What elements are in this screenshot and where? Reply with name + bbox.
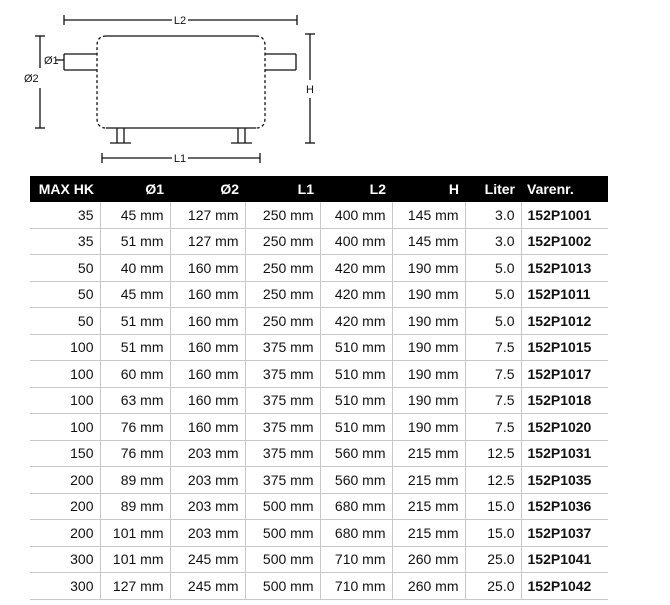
cell-d1: 40 mm [100,255,170,282]
header-d2: Ø2 [170,176,245,202]
cell-d2: 160 mm [170,255,245,282]
cell-d2: 203 mm [170,493,245,520]
cell-l1: 375 mm [245,387,320,414]
cell-l1: 500 mm [245,546,320,573]
cell-max-hk: 100 [30,361,100,388]
cell-d2: 203 mm [170,467,245,494]
cell-d2: 203 mm [170,440,245,467]
cell-d2: 160 mm [170,414,245,441]
header-h: H [392,176,465,202]
label-h: H [306,84,314,96]
table-row [30,493,608,520]
cell-max-hk: 200 [30,520,100,547]
cell-max-hk: 50 [30,281,100,308]
cell-liter: 3.0 [465,202,521,228]
cell-liter: 5.0 [465,255,521,282]
cell-l1: 375 mm [245,440,320,467]
header-d1: Ø1 [100,176,170,202]
cell-l2: 510 mm [320,361,392,388]
cell-h: 215 mm [392,520,465,547]
cell-h: 190 mm [392,281,465,308]
cell-varenr: 152P1015 [521,334,608,361]
cell-d1: 51 mm [100,308,170,335]
cell-varenr: 152P1001 [521,202,608,228]
table-row [30,414,608,441]
cell-varenr: 152P1042 [521,573,608,600]
table-row [30,308,608,335]
cell-max-hk: 50 [30,255,100,282]
label-l1: L1 [173,153,187,165]
cell-h: 145 mm [392,228,465,255]
cell-d1: 63 mm [100,387,170,414]
cell-d1: 101 mm [100,520,170,547]
header-liter: Liter [465,176,521,202]
cell-l2: 680 mm [320,493,392,520]
cell-max-hk: 100 [30,334,100,361]
cell-varenr: 152P1031 [521,440,608,467]
header-varenr: Varenr. [521,176,608,202]
cell-max-hk: 150 [30,440,100,467]
cell-d2: 245 mm [170,546,245,573]
cell-d1: 76 mm [100,414,170,441]
cell-varenr: 152P1002 [521,228,608,255]
cell-max-hk: 100 [30,414,100,441]
cell-max-hk: 200 [30,493,100,520]
cell-l1: 250 mm [245,281,320,308]
cell-l1: 500 mm [245,520,320,547]
label-d1: Ø1 [44,55,59,67]
cell-d1: 51 mm [100,228,170,255]
cell-d2: 160 mm [170,281,245,308]
cell-h: 260 mm [392,573,465,600]
cell-liter: 15.0 [465,520,521,547]
table-row [30,546,608,573]
cell-l1: 500 mm [245,493,320,520]
cell-l1: 250 mm [245,255,320,282]
cell-l2: 560 mm [320,467,392,494]
spec-table [30,176,608,600]
header-l1: L1 [245,176,320,202]
table-row [30,440,608,467]
cell-d2: 160 mm [170,361,245,388]
table-row [30,361,608,388]
cell-liter: 15.0 [465,493,521,520]
cell-liter: 7.5 [465,387,521,414]
cell-h: 190 mm [392,334,465,361]
cell-varenr: 152P1041 [521,546,608,573]
cell-max-hk: 300 [30,573,100,600]
header-l2: L2 [320,176,392,202]
cell-l2: 420 mm [320,255,392,282]
cell-l2: 510 mm [320,414,392,441]
cell-d1: 51 mm [100,334,170,361]
cell-h: 215 mm [392,467,465,494]
cell-l2: 560 mm [320,440,392,467]
cell-varenr: 152P1013 [521,255,608,282]
cell-h: 215 mm [392,493,465,520]
cell-l2: 680 mm [320,520,392,547]
cell-l2: 510 mm [320,334,392,361]
cell-d1: 89 mm [100,493,170,520]
cell-d1: 76 mm [100,440,170,467]
cell-max-hk: 100 [30,387,100,414]
cell-h: 215 mm [392,440,465,467]
cell-d1: 45 mm [100,202,170,228]
cell-liter: 7.5 [465,361,521,388]
cell-d2: 203 mm [170,520,245,547]
table-header-row [30,176,608,202]
cell-liter: 7.5 [465,334,521,361]
cell-h: 190 mm [392,361,465,388]
cell-max-hk: 35 [30,228,100,255]
table-row [30,228,608,255]
cell-max-hk: 35 [30,202,100,228]
cell-h: 190 mm [392,414,465,441]
cell-l2: 420 mm [320,281,392,308]
cell-max-hk: 50 [30,308,100,335]
cell-l1: 250 mm [245,308,320,335]
cell-h: 260 mm [392,546,465,573]
cell-d2: 160 mm [170,334,245,361]
cell-d2: 245 mm [170,573,245,600]
cell-varenr: 152P1020 [521,414,608,441]
cell-liter: 3.0 [465,228,521,255]
table-row [30,334,608,361]
muffler-dimension-diagram [0,0,340,170]
cell-max-hk: 300 [30,546,100,573]
cell-varenr: 152P1035 [521,467,608,494]
cell-l1: 250 mm [245,228,320,255]
cell-l1: 500 mm [245,573,320,600]
cell-d1: 127 mm [100,573,170,600]
table-row [30,202,608,228]
table-row [30,573,608,600]
table-body [30,202,608,599]
cell-d1: 60 mm [100,361,170,388]
cell-d1: 89 mm [100,467,170,494]
cell-d1: 101 mm [100,546,170,573]
cell-liter: 7.5 [465,414,521,441]
cell-l2: 510 mm [320,387,392,414]
table-row [30,467,608,494]
label-d2: Ø2 [24,73,39,85]
cell-varenr: 152P1017 [521,361,608,388]
table-row [30,281,608,308]
header-max-hk: MAX HK [30,176,100,202]
cell-liter: 25.0 [465,546,521,573]
cell-l1: 250 mm [245,202,320,228]
cell-l1: 375 mm [245,414,320,441]
cell-varenr: 152P1012 [521,308,608,335]
label-l2: L2 [173,15,187,27]
cell-l2: 710 mm [320,546,392,573]
cell-l2: 710 mm [320,573,392,600]
cell-varenr: 152P1011 [521,281,608,308]
cell-h: 190 mm [392,255,465,282]
cell-h: 145 mm [392,202,465,228]
table-row [30,387,608,414]
cell-l1: 375 mm [245,467,320,494]
cell-h: 190 mm [392,308,465,335]
cell-max-hk: 200 [30,467,100,494]
table-row [30,520,608,547]
cell-l1: 375 mm [245,361,320,388]
cell-liter: 25.0 [465,573,521,600]
cell-h: 190 mm [392,387,465,414]
cell-liter: 5.0 [465,281,521,308]
cell-l2: 400 mm [320,202,392,228]
cell-l2: 420 mm [320,308,392,335]
cell-liter: 12.5 [465,467,521,494]
cell-l1: 375 mm [245,334,320,361]
cell-d2: 127 mm [170,202,245,228]
cell-d2: 160 mm [170,308,245,335]
cell-d2: 127 mm [170,228,245,255]
cell-liter: 5.0 [465,308,521,335]
cell-d2: 160 mm [170,387,245,414]
cell-varenr: 152P1036 [521,493,608,520]
table-row [30,255,608,282]
cell-varenr: 152P1037 [521,520,608,547]
cell-l2: 400 mm [320,228,392,255]
cell-d1: 45 mm [100,281,170,308]
cell-varenr: 152P1018 [521,387,608,414]
cell-liter: 12.5 [465,440,521,467]
